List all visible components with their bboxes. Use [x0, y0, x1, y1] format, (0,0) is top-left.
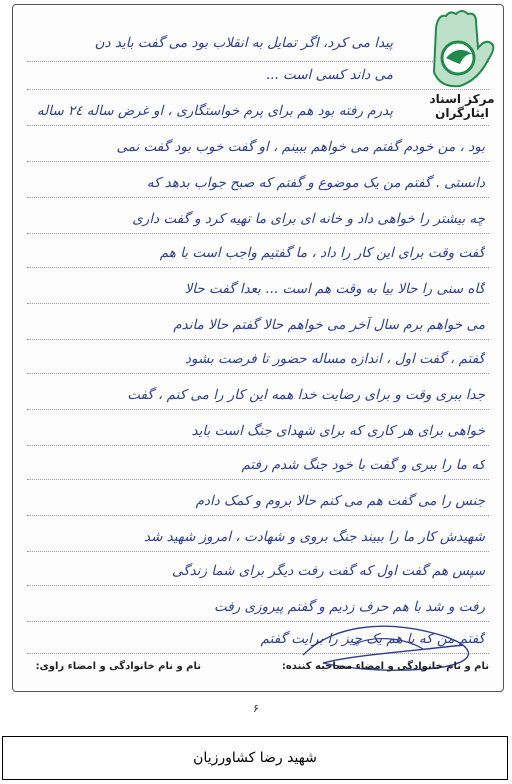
handwritten-line: شهیدش کار ما را ببیند جنگ بروی و شهادت ، امروز شهید شد [143, 529, 485, 545]
interviewer-label: نام و نام خانوادگی و امضاء مصاحبه کننده: [281, 661, 489, 672]
handwritten-line: گفتم من که با هم یک چیز را برایت گفتم [260, 631, 485, 647]
handwritten-line: چه بیشتر را خواهی داد و خانه ای برای ما تهیه کرد و گفت داری [132, 211, 485, 227]
handwritten-line: گاه سنی را حالا بیا به وقت هم است ... بعدا گفت حالا [184, 281, 485, 297]
ruled-line [27, 197, 489, 198]
ruled-line [27, 125, 489, 126]
ruled-line [27, 479, 489, 480]
handwritten-line: که ما را ببری و گفت با خود جنگ شدم رفتم [241, 457, 485, 473]
ruled-line [27, 551, 489, 552]
handwritten-line: جدا ببری وقت و برای رضایت خدا همه این کار را می کنم ، گفت [127, 387, 485, 403]
handwritten-line: دانستی . گفتم من یک موضوع و گفتم که صبح جواب بدهد که [146, 175, 485, 191]
handwritten-line: سپس هم گفت اول که گفت رفت دیگر برای شما زندگی [171, 563, 485, 579]
ruled-line [27, 445, 489, 446]
ruled-line [27, 515, 489, 516]
ruled-line [27, 303, 489, 304]
ruled-line [27, 373, 489, 374]
handwritten-line: می داند کسی است ... [265, 67, 393, 83]
handwritten-line: پدرم رفته بود هم برای پرم خواستگاری ، او غرض ساله ٢٤ ساله [36, 103, 393, 119]
handwritten-line: بود ، من خودم گفتم می خواهم ببینم ، او گفت خوب بود گفت نمی [116, 139, 485, 155]
page-number: ۶ [253, 702, 259, 715]
caption-box [2, 736, 508, 780]
handwritten-line: خواهی برای هر کاری که برای شهدای جنگ است باید [191, 423, 485, 439]
logo-caption: مرکز اسناد ایثارگران [429, 92, 495, 120]
handwritten-line: رفت و شد با هم حرف زدیم و گفتم پیروزی رفت [213, 599, 485, 615]
handwritten-line: می خواهم برم سال آخر می خواهم حالا گفتم حالا ماندم [173, 317, 485, 333]
ruled-line [27, 161, 489, 162]
narrator-label: نام و نام خانوادگی و امضاء راوی: [35, 661, 201, 672]
handwritten-line: جنس را می گفت هم می کنم حالا بروم و کمک دادم [195, 493, 485, 509]
signature-footer [33, 661, 489, 681]
ruled-line [27, 409, 489, 410]
handwritten-line: گفت وقت برای این کار را داد ، ما گفتیم واجب است با هم [159, 245, 485, 261]
ruled-line [27, 267, 489, 268]
caption-text: شهید رضا کشاورزیان [193, 750, 317, 766]
handwritten-line: پیدا می کرد، اگر تمایل به انقلاب بود می گفت باید دن [94, 35, 393, 51]
ruled-line [27, 585, 489, 586]
ruled-line [27, 233, 489, 234]
ruled-line [27, 339, 489, 340]
handwritten-line: گفتم ، گفت اول ، اندازه مساله حضور تا فرصت بشود [184, 351, 485, 367]
